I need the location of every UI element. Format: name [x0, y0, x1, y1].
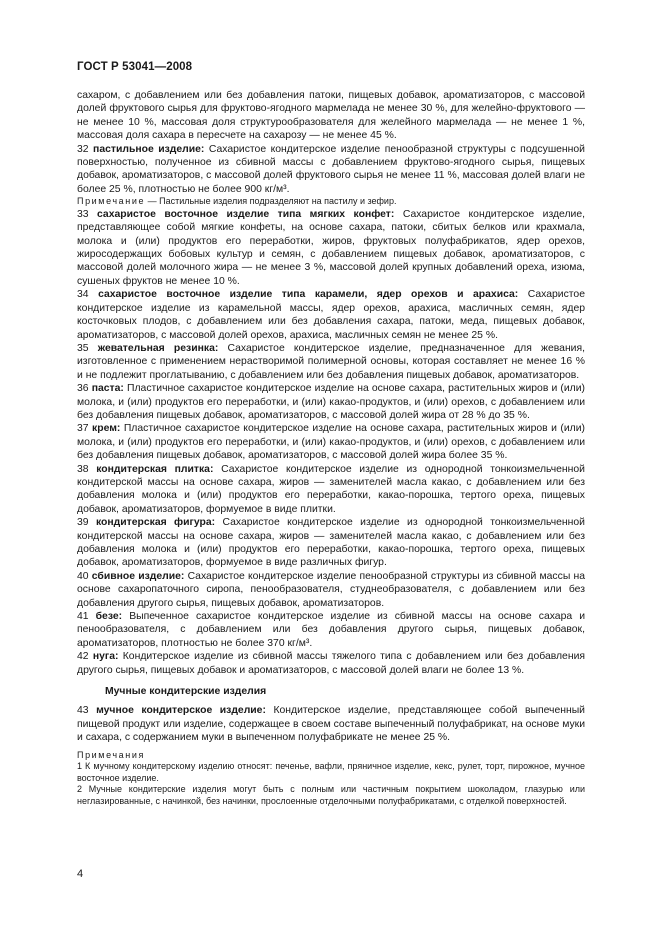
definition: Кондитерское изделие, представляющее собой выпеченный пищевой продукт или изделие, содержащее в своем составе выпеченный полуфабрикат, на основе муки и сахара, с содержанием муки в выпеченном полуфабрикате не менее 25 %. [77, 705, 585, 744]
definition: Сахаристое кондитерское изделие из карамельной массы, ядер орехов, арахиса, масличных семян, ядер косточковых плодов, с добавлением или без добавления сахара, патоки, меда, пищевых добавок, ароматизаторов, с массовой долей орехов, арахиса, масличных семян не менее 25 %. [77, 289, 585, 341]
item-number: 37 [77, 423, 89, 435]
paragraph-35 [77, 342, 585, 382]
note-text: — Пастильные изделия подразделяют на пастилу и зефир. [145, 196, 397, 207]
definition: Пластичное сахаристое кондитерское изделие на основе сахара, растительных жиров и (или) молока, и (или) продуктов его переработки, и (или) какао-продуктов, и (или) орехов, с добавлением или без добавления пищевых добавок, ароматизаторов, с массовой долей жира от 28 % до 35 %. [77, 383, 586, 421]
item-number: 39 [77, 517, 89, 529]
note-item-1: 1 К мучному кондитерскому изделию относят: печенье, вафли, пряничное изделие, кекс, рулет, торт, пирожное, мучное восточное изделие. [77, 761, 585, 783]
section-title: Мучные кондитерские изделия [105, 686, 267, 698]
definition: Выпеченное сахаристое кондитерское изделие из сбивной массы на основе сахара и пенообразователя, с добавлением или без добавления другого сырья, пищевых добавок, ароматизаторов, плотностью не более 370 кг/м³. [77, 611, 586, 649]
term: паста: [91, 383, 124, 395]
paragraph-42 [77, 650, 585, 677]
paragraph-36 [77, 382, 585, 422]
paragraph-41 [77, 610, 585, 650]
term: кондитерская плитка: [96, 463, 214, 475]
term: пастильное изделие: [93, 143, 205, 155]
item-number: 35 [77, 342, 89, 354]
item-number: 34 [77, 289, 89, 301]
note-pastila [77, 196, 585, 208]
definition: Пластичное сахаристое кондитерское изделие на основе сахара, растительных жиров и (или) молока, и (или) продуктов его переработки, и (или) какао-продуктов, и (или) орехов, с добавлением или без добавления пищевых добавок, ароматизаторов, с массовой долей жира более 35 %. [77, 423, 585, 462]
notes-label: Примечания [77, 749, 145, 760]
note-item-2: 2 Мучные кондитерские изделия могут быть с полным или частичным покрытием шоколадом, глазурью или неглазированные, с начинкой, без начинки, прослоенные отделочными полуфабрикатами, с отделкой поверхностей. [77, 784, 585, 807]
definition: Сахаристое кондитерское изделие, предназначенное для жевания, изготовленное с применением нерастворимой полимерной основы, которая составляет не менее 16 % и не подлежит проглатыванию, с добавлением или без добавления пищевых добавок, ароматизаторов. [77, 342, 585, 381]
item-number: 43 [77, 705, 89, 717]
note-label: Примечание [77, 196, 146, 207]
term: кондитерская фигура: [95, 517, 216, 529]
item-number: 41 [77, 611, 89, 623]
item-number: 42 [77, 651, 89, 663]
term: крем: [92, 423, 121, 435]
paragraph-34 [77, 288, 585, 342]
paragraph-38 [77, 463, 585, 517]
page-number: 4 [77, 868, 84, 880]
item-number: 32 [77, 143, 89, 155]
paragraph-43 [77, 704, 585, 744]
definition: Сахаристое кондитерское изделие из однородной тонкоизмельченной кондитерской массы на основе сахара, жиров — заменителей масла какао, с добавлением или без добавления молока и (или) продуктов его переработки, какао-порошка, тертого ореха, пищевых добавок, ароматизаторов, формуемое в виде плитки. [77, 463, 585, 515]
paragraph-continuation: сахаром, с добавлением или без добавления патоки, пищевых добавок, ароматизаторов, с массовой долей фруктового сырья для фруктово-ягодного мармелада не менее 30 %, для желейно-фруктового — не менее 10 %, массовая доля структурообразователя для желейного мармелада — не менее 1 %, массовая доля сахара в пересчете на сахарозу — не менее 45 %. [77, 90, 585, 142]
document-body [77, 89, 585, 808]
definition: Сахаристое кондитерское изделие пенообразной структуры из сбивной массы на основе сахаропаточного сиропа, пенообразователя, студнеобразователя, с добавлением или без добавления другого сырья, пищевых добавок, ароматизаторов. [77, 570, 586, 609]
notes-block [77, 750, 585, 808]
item-number: 40 [77, 570, 89, 582]
term: жевательная резинка: [97, 342, 219, 354]
paragraph-37 [77, 422, 585, 462]
paragraph-40 [77, 570, 585, 610]
item-number: 38 [77, 463, 89, 475]
term: безе: [95, 611, 123, 623]
definition: Сахаристое кондитерское изделие, представляющее собой мягкие конфеты, на основе сахара, патоки, сбитых белков или крахмала, молока и (или) продуктов его переработки, жиров, фруктовых полуфабрикатов, ядер орехов, жиросодержащих бобовых культур и семян, с добавлением пищевых добавок, ароматизаторов, с массовой долей молочного жира — не менее 3 %, массовой долей крупных добавлений ореха, изюма, сушеных фруктов не менее 10 %. [77, 208, 586, 287]
definition: Кондитерское изделие из сбивной массы тяжелого типа с добавлением или без добавления другого сырья, пищевых добавок и ароматизаторов, с массовой долей влаги не более 13 %. [77, 651, 586, 676]
standard-header: ГОСТ Р 53041—2008 [77, 61, 193, 73]
paragraph-32 [77, 143, 585, 197]
term: сахаристое восточное изделие типа мягких конфет: [97, 208, 395, 220]
term: нуга: [92, 651, 119, 663]
term: сахаристое восточное изделие типа карамели, ядер орехов и арахиса: [98, 289, 519, 301]
definition: Сахаристое кондитерское изделие из однородной тонкоизмельченной кондитерской массы на основе сахара, жиров — заменителей масла какао, с добавлением или без добавления молока и (или) продуктов его переработки, какао-порошка, тертого ореха, пищевых добавок, ароматизаторов, формуемое в виде различных фигур. [77, 517, 585, 569]
paragraph-33 [77, 208, 585, 288]
item-number: 33 [77, 208, 89, 220]
paragraph-39 [77, 516, 585, 570]
item-number: 36 [77, 383, 89, 395]
term: мучное кондитерское изделие: [96, 705, 266, 717]
term: сбивное изделие: [91, 570, 185, 582]
definition: Сахаристое кондитерское изделие пенообразной структуры с подсушенной поверхностью, полученное из сбивной массы с добавлением фруктово-ягодного сырья, пищевых добавок, ароматизаторов, с массовой долей фруктового сырья не менее 11 %, массовая долей влаги не более 25 %, плотностью не более 900 кг/м³. [77, 143, 585, 195]
